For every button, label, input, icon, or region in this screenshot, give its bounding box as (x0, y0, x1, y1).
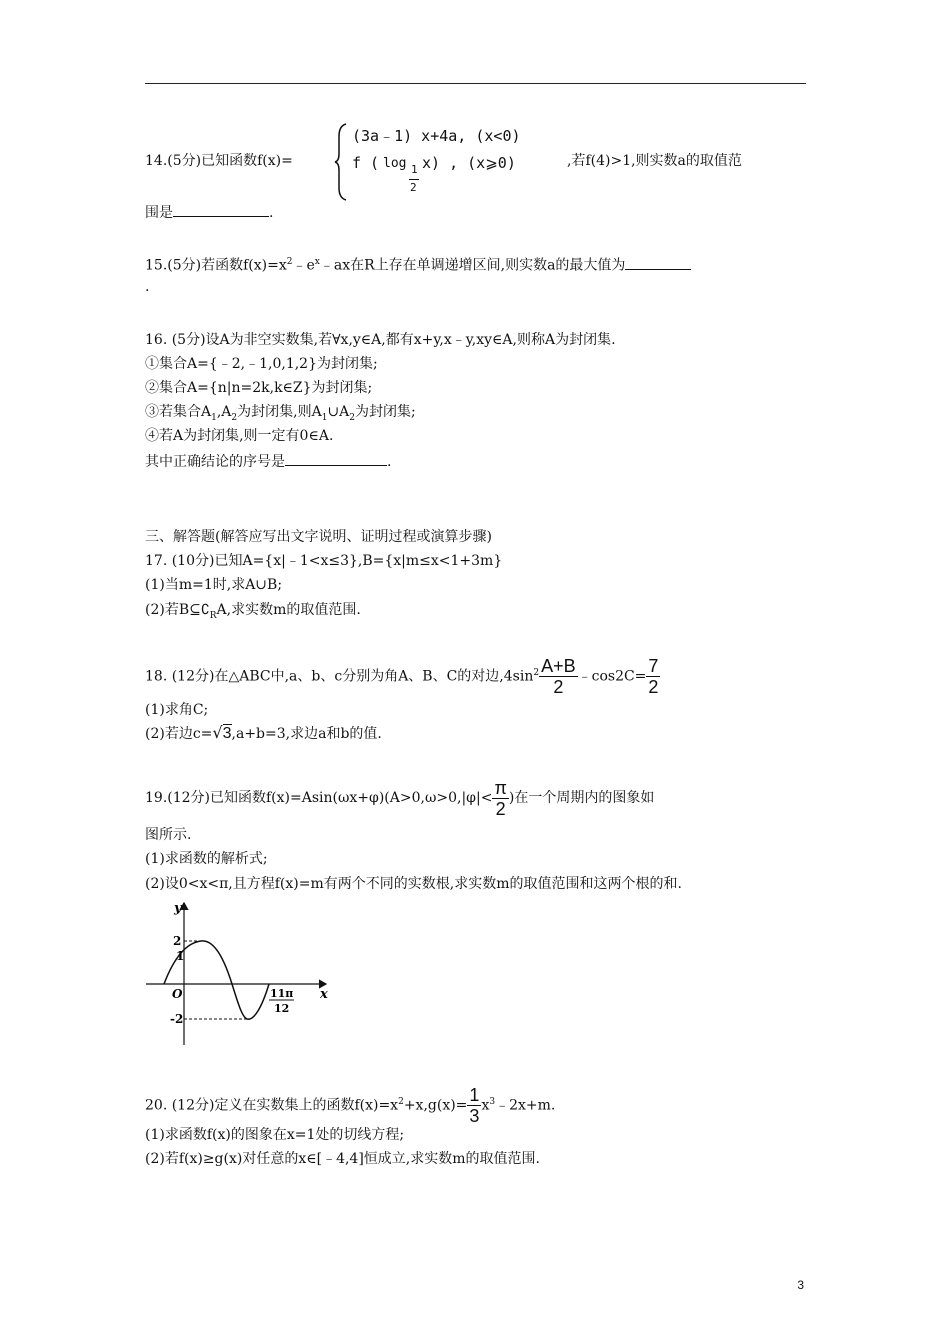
x-tick-den: 12 (274, 1002, 290, 1015)
y-tick-2: 2 (173, 934, 182, 948)
q19-stem-line2: 图所示. (145, 827, 192, 843)
q20-fraction: $\frac{1}{3}$ (469, 1085, 480, 1127)
q14-suffix: ,若f(4)>1,则实数a的取值范 (567, 153, 742, 169)
y-tick-1: 1 (176, 949, 185, 963)
q14-piece-2-f: f ( (352, 154, 380, 172)
y-axis-label: y (174, 901, 182, 916)
q16-option-4: ④若A为封闭集,则一定有0∈A. (145, 428, 334, 444)
q18-fraction-2: $\frac{7}{2}$ (648, 656, 659, 698)
q14-piece-1: (3a﹣1) x+4a, (x<0) (352, 127, 521, 145)
q18-fraction-1: $\frac{A+B}{2}$ (541, 656, 576, 698)
q18-part-1: (1)求角C; (145, 702, 209, 718)
q14-log-base-num: 1 (411, 163, 418, 176)
q20-part-2: (2)若f(x)≥g(x)对任意的x∈[﹣4,4]恒成立,求实数m的取值范围. (145, 1151, 540, 1167)
page-number: 3 (797, 1278, 804, 1292)
q17-part-2: (2)若$B⊆∁_RA$,求实数m的取值范围. (145, 602, 361, 621)
q18-stem: 18. (12分)在△ABC中,a、b、c分别为角A、B、C的对边$,4\sin^2$ $\frac{A+B}{2}$ ﹣cos2C= $\frac{7}{2}$ (145, 656, 659, 698)
q15-answer-blank[interactable] (625, 255, 691, 270)
section-3-heading: 三、解答题(解答应写出文字说明、证明过程或演算步骤) (145, 529, 492, 545)
q16-stem: 16. (5分)设A为非空实数集,若∀x,y∈A,都有x+y,x﹣y,xy∈A,则称A为封闭集. (145, 332, 616, 348)
q14-line2: 围是 . (145, 202, 273, 223)
q14-piece-2-log: log (383, 156, 407, 171)
q17-part-1: (1)当m=1时,求A∪B; (145, 577, 283, 593)
q14-prefix: 14.(5分)已知函数f(x)= (145, 153, 293, 169)
q14-answer-blank[interactable] (173, 202, 269, 217)
q19-part-2: (2)设0<x<π,且方程f(x)=m有两个不同的实数根,求实数m的取值范围和这两个根的和. (145, 876, 682, 892)
q16-answer-blank[interactable] (285, 451, 387, 466)
q17-stem: 17. (10分)已知A={x|﹣1<x≤3},B={x|m≤x<1+3m} (145, 553, 503, 569)
q16-option-2: ②集合A={n|n=2k,k∈Z}为封闭集; (145, 380, 373, 396)
q14-piece-2-rest: x) , (x⩾0) (422, 154, 516, 172)
q19-part-1: (1)求函数的解析式; (145, 851, 268, 867)
sqrt-symbol: √ (212, 723, 223, 742)
origin-label: O (172, 987, 183, 1001)
y-tick-neg2: -2 (170, 1012, 184, 1026)
q14-log-base-bar (409, 179, 419, 180)
q16-option-3: ③若集合$A_1,A_2$为封闭集,则$A_1\cup A_2$为封闭集; (145, 404, 416, 423)
q19-stem: 19.(12分)已知函数f(x)=Asin(ωx+φ)(A>0,ω>0,|φ|< $\frac{\pi}{2}$ )在一个周期内的图象如 (145, 777, 655, 819)
x-tick-num: 11π (270, 987, 294, 1000)
q19-fraction: $\frac{\pi}{2}$ (494, 777, 507, 819)
q16-option-1: ①集合A={﹣2,﹣1,0,1,2}为封闭集; (145, 356, 378, 372)
piecewise-brace (333, 122, 349, 202)
x-axis-label: x (320, 987, 328, 1002)
q16-ask: 其中正确结论的序号是 . (145, 451, 391, 472)
q15-line2: . (145, 279, 150, 295)
q20-part-1: (1)求函数f(x)的图象在x=1处的切线方程; (145, 1127, 405, 1143)
q18-part-2: (2)若边c=√3,a+b=3,求边a和b的值. (145, 723, 382, 742)
q14-log-base-den: 2 (410, 181, 417, 194)
header-rule (145, 83, 806, 84)
sine-graph (144, 895, 344, 1050)
q20-stem: 20. (12分)定义在实数集上的函数$f(x)=x^2+x,g(x)=$ $\frac{1}{3}$ $x^3﹣2x+m$. (145, 1085, 556, 1127)
q15-stem: 15.(5分)若函数$f(x)=x^2﹣e^x﹣ax$在R上存在单调递增区间,则实数a的最大值为 (145, 252, 691, 276)
